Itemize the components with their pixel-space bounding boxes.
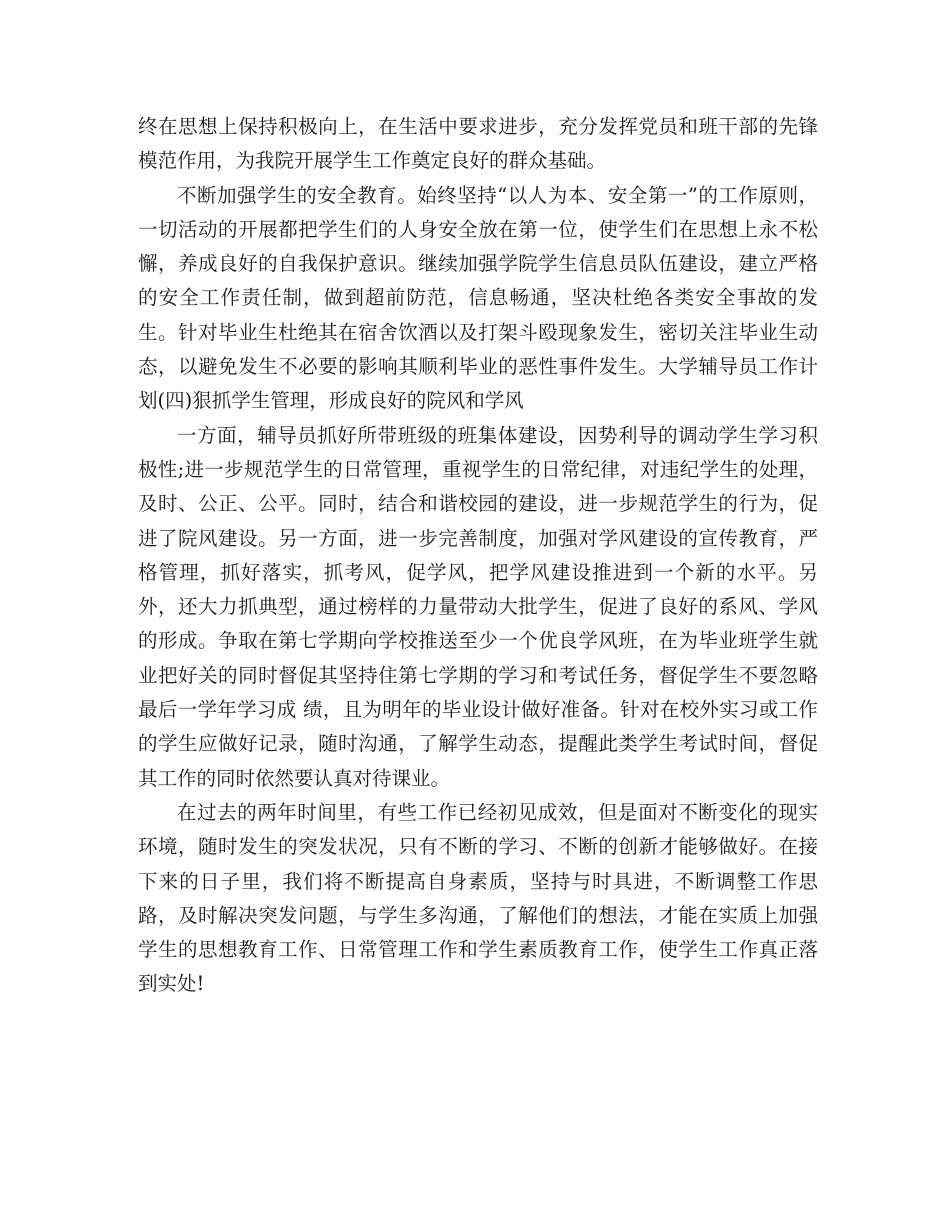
paragraph-3: 一方面，辅导员抓好所带班级的班集体建设，因势利导的调动学生学习积极性;进一步规范学生的日常管理，重视学生的日常纪律，对违纪学生的处理，及时、公正、公平。同时，结合和谐校园的建设，进一步规范学生的行为，促进了院风建设。另一方面，进一步完善制度，加强对学风建设的宣传教育，严格管理，抓好落实，抓考风，促学风，把学风建设推进到一个新的水平。另外，还大力抓典型，通过榜样的力量带动大批学生，促进了良好的系风、学风的形成。争取在第七学期向学校推送至少一个优良学风班，在为毕业班学生就业把好关的同时督促其坚持住第七学期的学习和考试任务，督促学生不要忽略最后一学年学习成 绩，且为明年的毕业设计做好准备。针对在校外实习或工作的学生应做好记录，随时沟通，了解学生动态，提醒此类学生考试时间，督促其工作的同时依然要认真对待课业。 xyxy=(138,423,818,790)
paragraph-1: 终在思想上保持积极向上，在生活中要求进步，充分发挥党员和班干部的先锋模范作用，为我院开展学生工作奠定良好的群众基础。 xyxy=(138,115,818,173)
paragraph-2: 不断加强学生的安全教育。始终坚持“以人为本、安全第一”的工作原则，一切活动的开展都把学生们的人身安全放在第一位，使学生们在思想上永不松懈，养成良好的自我保护意识。继续加强学院学生信息员队伍建设，建立严格的安全工作责任制，做到超前防范，信息畅通，坚决杜绝各类安全事故的发生。针对毕业生杜绝其在宿舍饮酒以及打架斗殴现象发生，密切关注毕业生动态，以避免发生不必要的影响其顺利毕业的恶性事件发生。大学辅导员工作计划(四)狠抓学生管理，形成良好的院风和学风 xyxy=(138,183,818,413)
paragraph-4: 在过去的两年时间里，有些工作已经初见成效，但是面对不断变化的现实环境，随时发生的突发状况，只有不断的学习、不断的创新才能够做好。在接下来的日子里，我们将不断提高自身素质，坚持与时具进，不断调整工作思路，及时解决突发问题，与学生多沟通，了解他们的想法，才能在实质上加强学生的思想教育工作、日常管理工作和学生素质教育工作，使学生工作真正落到实处! xyxy=(138,800,818,996)
document-page xyxy=(138,110,818,1002)
